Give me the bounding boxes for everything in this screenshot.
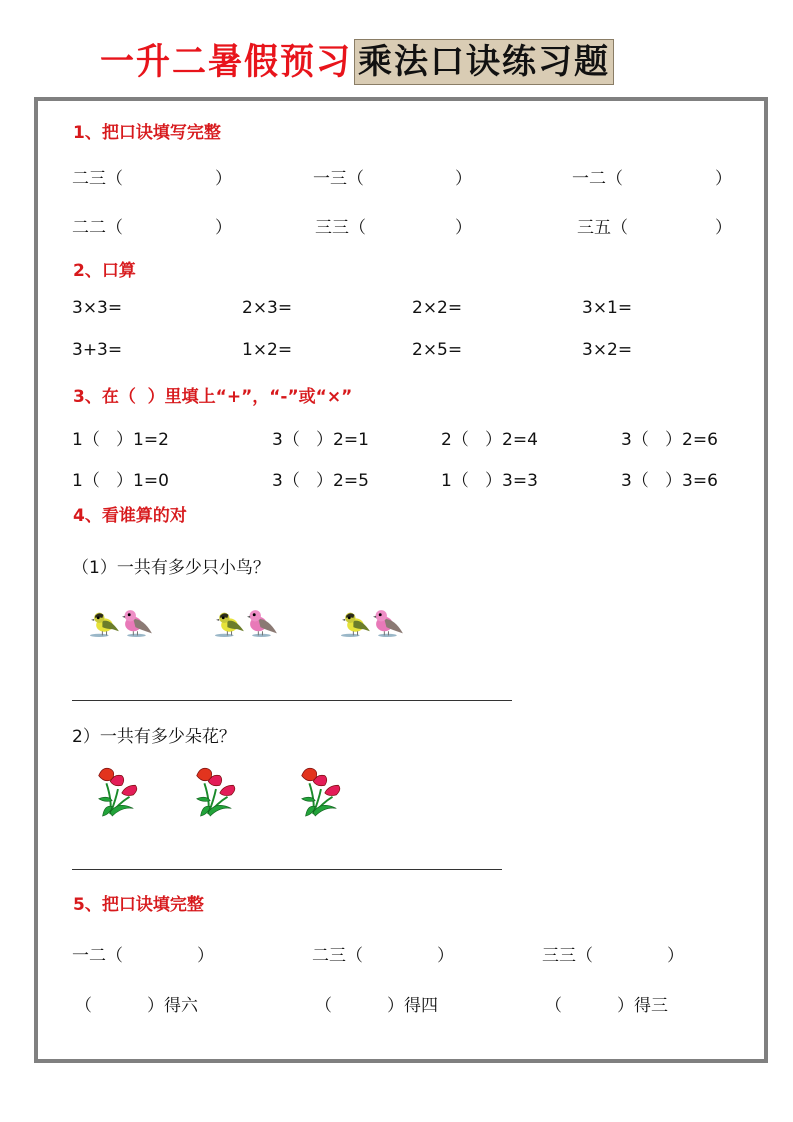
- tulip-bouquet-icon: [92, 766, 142, 818]
- question-flowers: 2）一共有多少朵花？: [72, 727, 236, 747]
- s1-r2-c3-prefix: 三五（: [577, 218, 628, 238]
- s1-r1-c2-prefix: 一三（: [313, 169, 364, 189]
- worksheet-frame: [34, 97, 768, 1063]
- s3-r2-c4: 3（ ）3=6: [621, 471, 718, 491]
- s1-r2-c3-suffix: ）: [715, 218, 732, 238]
- s5-r1-c2-suffix: ）: [437, 946, 454, 966]
- bird-pair-icon: [90, 606, 154, 640]
- s5-r1-c2-prefix: 二三（: [312, 946, 363, 966]
- s1-r2-c2-suffix: ）: [455, 218, 472, 238]
- s2-r2-c1: 3+3=: [72, 340, 123, 360]
- section-2-title: 2、口算: [73, 261, 136, 281]
- question-birds: （1）一共有多少只小鸟？: [72, 558, 270, 578]
- s5-r1-c1-prefix: 一二（: [72, 946, 123, 966]
- title-boxed: 乘法口诀练习题: [354, 39, 614, 85]
- s3-r2-c2: 3（ ）2=5: [272, 471, 369, 491]
- tulip-bouquet-icon: [295, 766, 345, 818]
- s5-r2-c1-suffix: ）得六: [147, 996, 198, 1016]
- answer-line-flowers[interactable]: [72, 869, 502, 870]
- s2-r2-c3: 2×5=: [412, 340, 463, 360]
- section-4-title: 4、看谁算的对: [73, 506, 187, 526]
- s2-r1-c2: 2×3=: [242, 298, 293, 318]
- s1-r1-c3-suffix: ）: [715, 169, 732, 189]
- section-3-title: 3、在（ ）里填上“+”，“-”或“×”: [73, 387, 353, 407]
- s5-r1-c3-suffix: ）: [667, 946, 684, 966]
- s1-r1-c1-suffix: ）: [215, 169, 232, 189]
- s3-r1-c1: 1（ ）1=2: [72, 430, 169, 450]
- s2-r1-c4: 3×1=: [582, 298, 633, 318]
- s5-r1-c3-prefix: 三三（: [542, 946, 593, 966]
- s3-r1-c3: 2（ ）2=4: [441, 430, 538, 450]
- answer-line-birds[interactable]: [72, 700, 512, 701]
- page-header: [100, 38, 614, 86]
- s5-r2-c2-prefix: （: [315, 996, 332, 1016]
- s1-r2-c1-suffix: ）: [215, 218, 232, 238]
- s1-r1-c1-prefix: 二三（: [72, 169, 123, 189]
- s1-r1-c3-prefix: 一二（: [572, 169, 623, 189]
- s3-r2-c1: 1（ ）1=0: [72, 471, 169, 491]
- section-1-title: 1、把口诀填写完整: [73, 123, 221, 143]
- s5-r1-c1-suffix: ）: [197, 946, 214, 966]
- s5-r2-c3-prefix: （: [545, 996, 562, 1016]
- s1-r1-c2-suffix: ）: [455, 169, 472, 189]
- tulip-bouquet-icon: [190, 766, 240, 818]
- s3-r1-c2: 3（ ）2=1: [272, 430, 369, 450]
- s5-r2-c2-suffix: ）得四: [387, 996, 438, 1016]
- s2-r1-c3: 2×2=: [412, 298, 463, 318]
- s3-r2-c3: 1（ ）3=3: [441, 471, 538, 491]
- s1-r2-c1-prefix: 二二（: [72, 218, 123, 238]
- s5-r2-c3-suffix: ）得三: [617, 996, 668, 1016]
- section-5-title: 5、把口诀填完整: [73, 895, 204, 915]
- s1-r2-c2-prefix: 三三（: [315, 218, 366, 238]
- s2-r1-c1: 3×3=: [72, 298, 123, 318]
- bird-pair-icon: [341, 606, 405, 640]
- title-highlight: 一升二暑假预习: [100, 41, 352, 83]
- s2-r2-c4: 3×2=: [582, 340, 633, 360]
- s2-r2-c2: 1×2=: [242, 340, 293, 360]
- bird-pair-icon: [215, 606, 279, 640]
- s3-r1-c4: 3（ ）2=6: [621, 430, 718, 450]
- s5-r2-c1-prefix: （: [75, 996, 92, 1016]
